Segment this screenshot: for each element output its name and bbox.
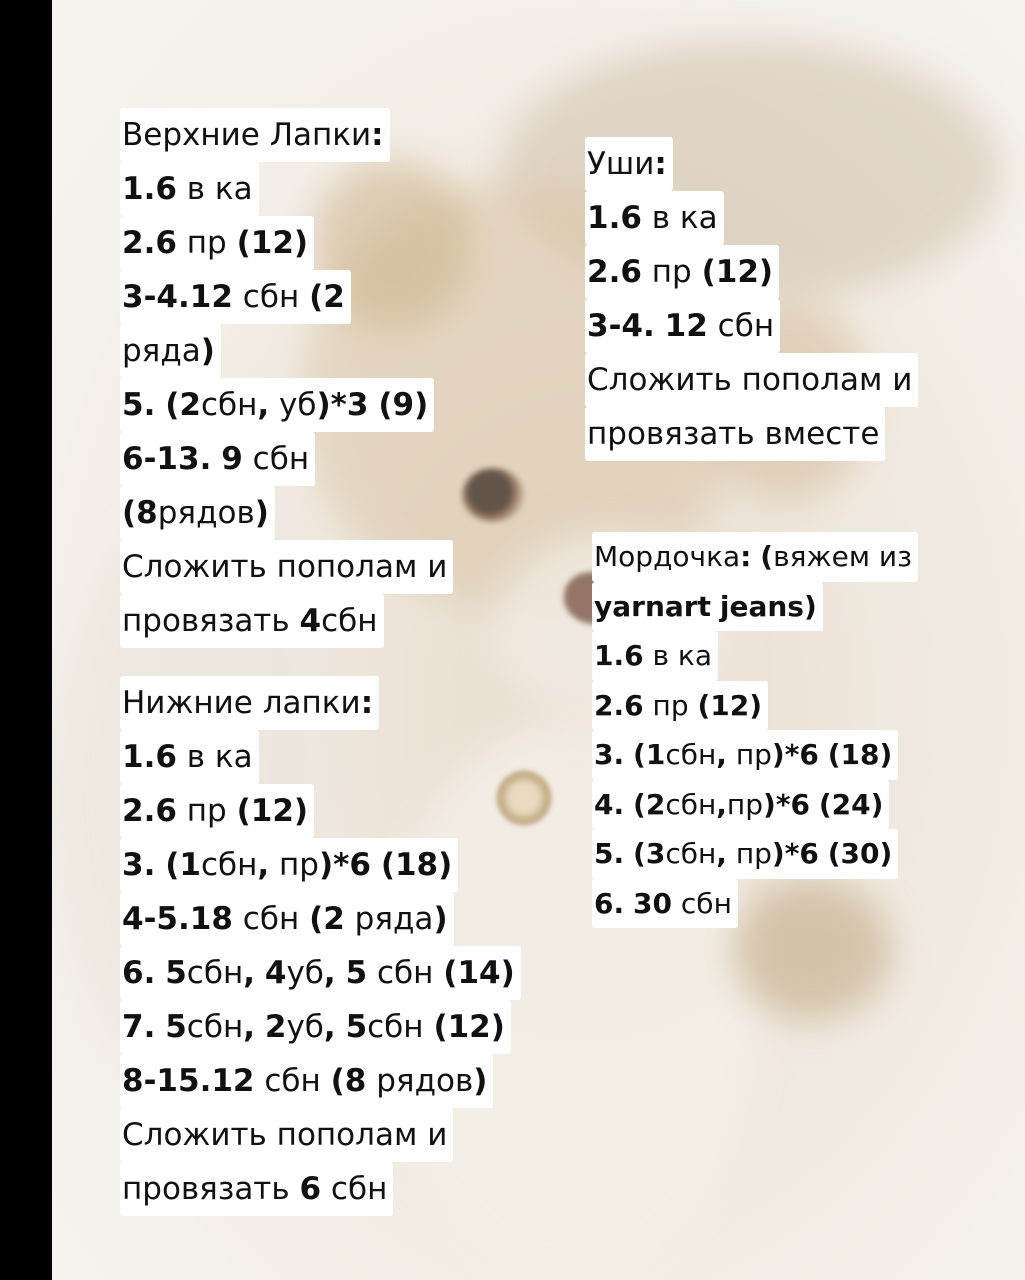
ears-line: 1.6 в ка — [585, 191, 724, 245]
upper-paws-line: 2.6 пр (12) — [120, 216, 314, 270]
muzzle-line: 5. (3сбн, пр)*6 (30) — [592, 829, 898, 879]
lower-paws-line: 1.6 в ка — [120, 730, 259, 784]
screenshot-canvas — [52, 0, 1025, 1280]
ears-title: Уши: — [585, 137, 673, 191]
upper-paws-line: Сложить пополам и — [120, 540, 453, 594]
ears-line: провязать вместе — [585, 407, 885, 461]
upper-paws-line: ряда) — [120, 324, 221, 378]
lower-paws-title: Нижние лапки: — [120, 676, 379, 730]
muzzle-line: 6. 30 сбн — [592, 879, 738, 929]
ears-line: 3-4. 12 сбн — [585, 299, 780, 353]
muzzle-line: 4. (2сбн,пр)*6 (24) — [592, 780, 889, 830]
lower-paws-line: 2.6 пр (12) — [120, 784, 314, 838]
upper-paws-line: 5. (2сбн, уб)*3 (9) — [120, 378, 434, 432]
muzzle-line: 1.6 в ка — [592, 631, 718, 681]
muzzle-line: 2.6 пр (12) — [592, 681, 768, 731]
upper-paws-line: 3-4.12 сбн (2 — [120, 270, 351, 324]
lower-paws-line: 3. (1сбн, пр)*6 (18) — [120, 838, 458, 892]
ears-line: Сложить пополам и — [585, 353, 918, 407]
ears-column — [585, 137, 918, 461]
muzzle-line: 3. (1сбн, пр)*6 (18) — [592, 730, 898, 780]
muzzle-title: Мордочка: (вяжем из — [592, 532, 918, 582]
left-column — [120, 108, 521, 1216]
lower-paws-line: 8-15.12 сбн (8 рядов) — [120, 1054, 493, 1108]
lower-paws-line: провязать 6 сбн — [120, 1162, 393, 1216]
section-gap — [120, 648, 521, 676]
lower-paws-line: 7. 5сбн, 2уб, 5сбн (12) — [120, 1000, 511, 1054]
upper-paws-title: Верхние Лапки: — [120, 108, 390, 162]
lower-paws-line: 6. 5сбн, 4уб, 5 сбн (14) — [120, 946, 521, 1000]
upper-paws-line: 6-13. 9 сбн — [120, 432, 315, 486]
lower-paws-line: Сложить пополам и — [120, 1108, 453, 1162]
ears-line: 2.6 пр (12) — [585, 245, 779, 299]
upper-paws-line: 1.6 в ка — [120, 162, 259, 216]
muzzle-line: yarnart jeans) — [592, 582, 823, 632]
upper-paws-line: провязать 4сбн — [120, 594, 384, 648]
upper-paws-line: (8рядов) — [120, 486, 275, 540]
muzzle-column — [592, 532, 918, 928]
lower-paws-line: 4-5.18 сбн (2 ряда) — [120, 892, 454, 946]
